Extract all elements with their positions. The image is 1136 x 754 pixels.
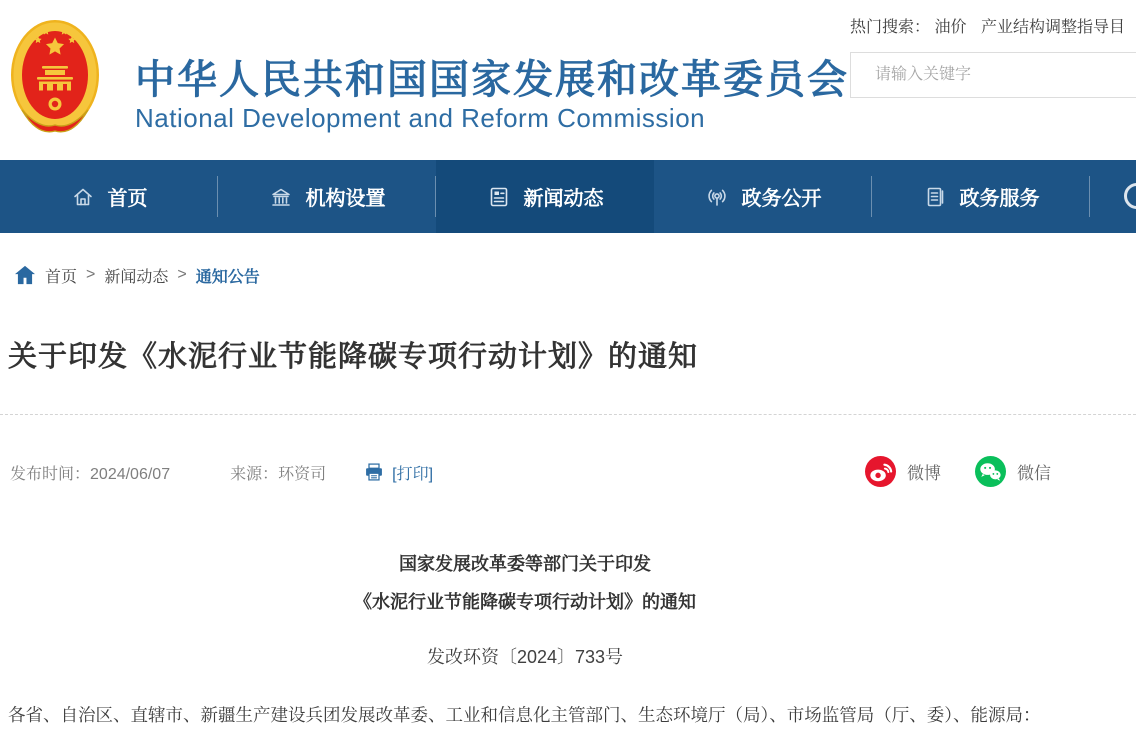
news-icon [487,185,511,209]
site-logo-link[interactable] [10,18,849,140]
nav-item-home[interactable] [0,160,218,233]
share-wechat-label: 微信 [1017,464,1051,483]
site-header [0,0,1136,160]
breadcrumb-current[interactable]: 通知公告 [195,268,260,286]
nav-label: 首页 [107,188,148,210]
dashed-divider [0,414,1136,415]
bank-icon [269,185,293,209]
document-icon [923,185,947,209]
nav-label: 新闻动态 [523,188,604,210]
weibo-icon [865,456,896,487]
nav-item-orgs[interactable] [218,160,436,233]
home-icon [71,185,95,209]
share-bar [865,456,1051,487]
broadcast-icon [705,185,729,209]
nav-right-zone [1090,160,1136,233]
print-label: [打印] [392,465,434,483]
article-meta-row [0,455,1136,489]
breadcrumb-home-icon[interactable] [14,265,36,285]
search-input[interactable] [851,53,1136,97]
share-wechat-button[interactable] [975,456,1051,487]
breadcrumb-separator: > [177,266,187,283]
nav-label: 机构设置 [305,188,386,210]
main-nav [0,160,1136,233]
nav-item-gov-info[interactable] [654,160,872,233]
breadcrumb-link-news[interactable]: 新闻动态 [104,268,169,286]
breadcrumb-link-home[interactable]: 首页 [45,268,78,286]
hot-search-label: 热门搜索： [850,19,931,36]
nav-label: 政务公开 [741,188,822,210]
hot-search-bar [850,14,1136,37]
hot-search-link-industry[interactable]: 产业结构调整指导目 [980,19,1125,36]
national-emblem-icon [10,18,100,140]
article-paragraph: 各省、自治区、直辖市、新疆生产建设兵团发展改革委、工业和信息化主管部门、生态环境厅（局）、市场监管局（厅、委）、能源局： [8,705,1041,725]
publish-time [10,461,170,484]
printer-icon [364,462,384,482]
search-box [850,52,1136,98]
nav-label: 政务服务 [959,188,1040,210]
document-title-line2: 《水泥行业节能降碳专项行动计划》的通知 [354,592,696,612]
site-title-cn: 中华人民共和国国家发展和改革委员会 [135,58,849,102]
source-value: 环资司 [278,465,327,483]
page-title: 关于印发《水泥行业节能降碳专项行动计划》的通知 [8,341,699,373]
nav-item-news[interactable] [436,160,654,233]
breadcrumb [14,262,1136,288]
hot-search-link-oil[interactable]: 油价 [934,19,967,36]
breadcrumb-separator: > [86,266,96,283]
share-weibo-button[interactable] [865,456,941,487]
header-search-area [850,14,1136,98]
publish-date: 2024/06/07 [90,465,171,483]
share-weibo-label: 微博 [907,464,941,483]
publish-label: 发布时间： [10,465,91,483]
article-body [0,545,1050,734]
print-button[interactable] [364,461,433,484]
search-icon[interactable] [1124,183,1136,209]
source [230,461,326,484]
document-number: 发改环资〔2024〕733号 [426,647,624,667]
nav-item-gov-services[interactable] [872,160,1090,233]
wechat-icon [975,456,1006,487]
site-titles [135,58,849,134]
site-title-en: National Development and Reform Commission [135,103,706,133]
document-title-line1: 国家发展改革委等部门关于印发 [399,554,651,574]
source-label: 来源： [230,465,279,483]
